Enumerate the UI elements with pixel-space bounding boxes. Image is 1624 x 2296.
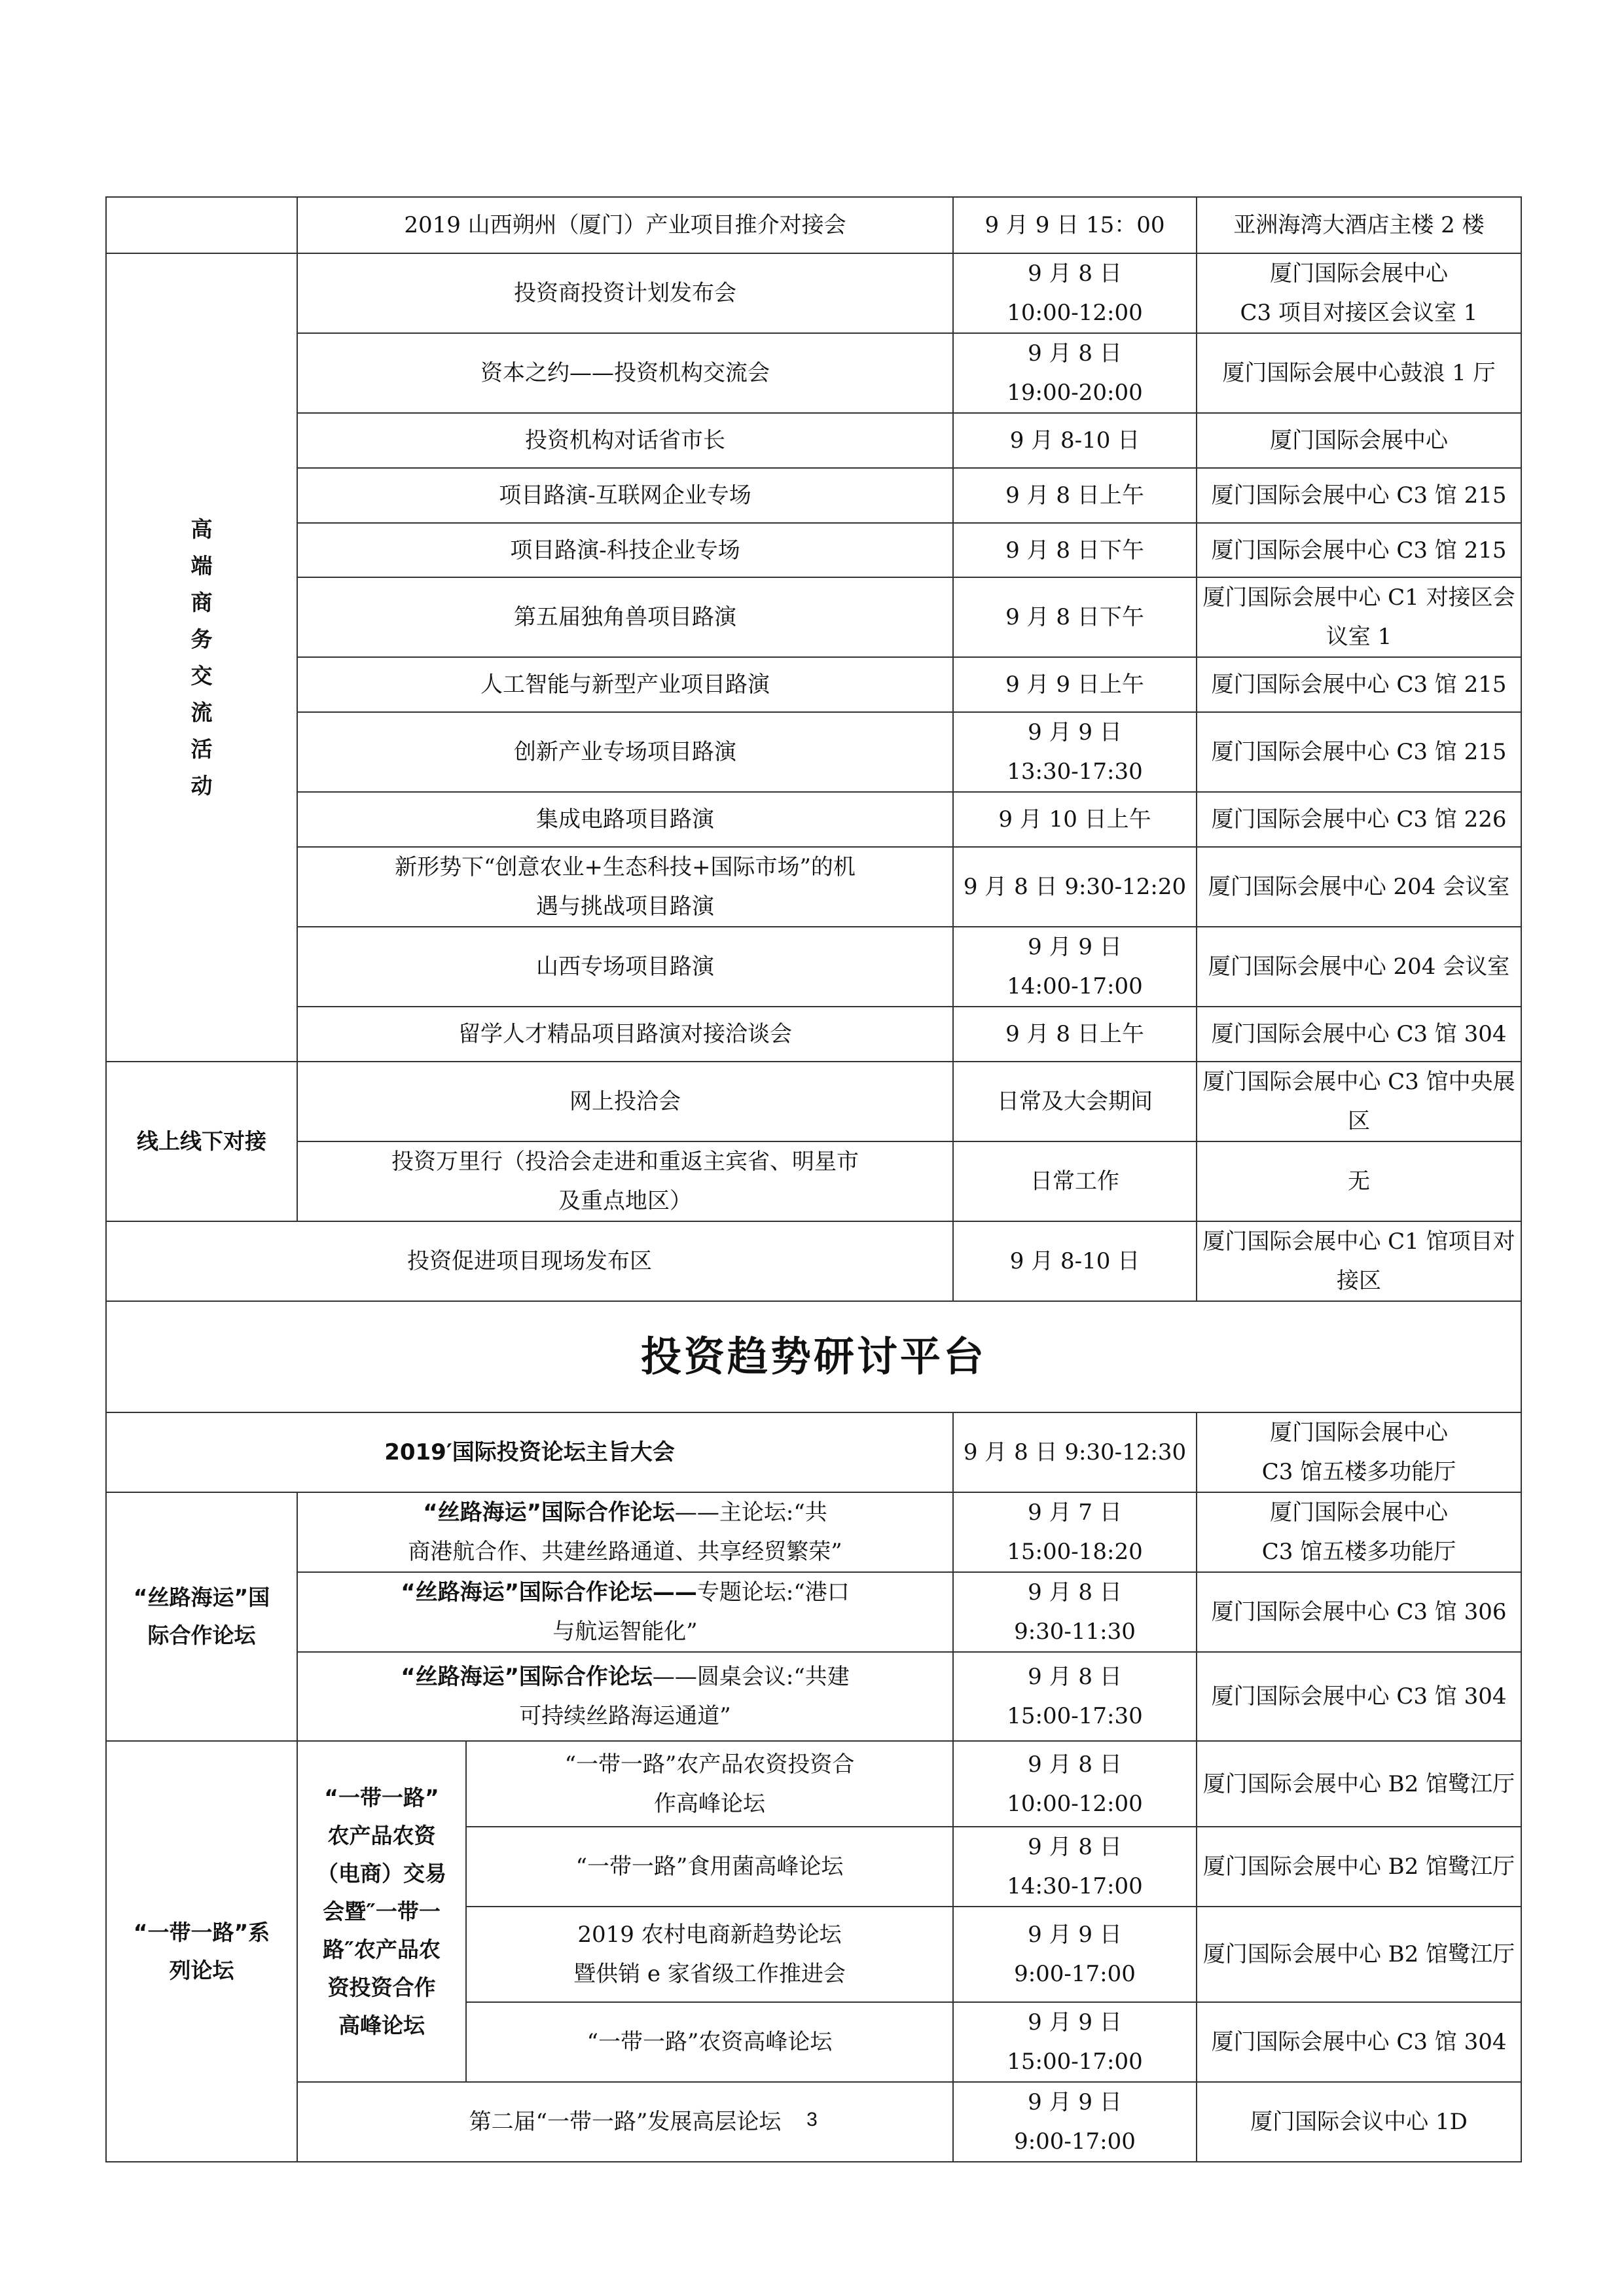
event-time: 9 月 8 日上午 [953,1007,1197,1062]
event-name: 网上投洽会 [297,1062,953,1141]
event-time: 9 月 9 日 13:30-17:30 [953,712,1197,792]
table-row [106,1492,1521,1572]
table-row [106,712,1521,792]
category-cell-empty [106,197,297,253]
event-time: 9 月 8 日 10:00-12:00 [953,1741,1197,1827]
event-venue: 厦门国际会展中心 C3 馆五楼多功能厅 [1197,1412,1521,1492]
event-time: 9 月 8 日下午 [953,577,1197,657]
event-time: 9 月 9 日 15：00 [953,197,1197,253]
event-name: 山西专场项目路演 [297,927,953,1007]
category-cell-yidai: “一带一路”系 列论坛 [106,1741,297,2162]
event-time: 9 月 8 日下午 [953,523,1197,577]
event-venue: 厦门国际会展中心 [1197,413,1521,468]
event-time: 9 月 9 日 9:00-17:00 [953,2082,1197,2162]
event-venue: 厦门国际会展中心 C3 馆 215 [1197,523,1521,577]
event-time: 日常工作 [953,1141,1197,1221]
event-venue: 厦门国际会展中心 C3 馆 215 [1197,468,1521,523]
event-time: 日常及大会期间 [953,1062,1197,1141]
event-time: 9 月 10 日上午 [953,792,1197,847]
table-row [106,253,1521,333]
event-name: 第五届独角兽项目路演 [297,577,953,657]
event-name: 投资促进项目现场发布区 [106,1221,953,1301]
subcategory-cell-yidai: “一带一路” 农产品农资 （电商）交易 会暨″一带一 路″农产品农 资投资合作 高峰论坛 [297,1741,466,2082]
event-name: “一带一路”农资高峰论坛 [466,2002,953,2082]
event-time: 9 月 9 日 15:00-17:00 [953,2002,1197,2082]
event-name: 2019 农村电商新趋势论坛 暨供销 e 家省级工作推进会 [466,1907,953,2002]
table-row [106,1007,1521,1062]
event-name: 投资商投资计划发布会 [297,253,953,333]
event-time: 9 月 9 日上午 [953,657,1197,712]
event-venue: 厦门国际会展中心 B2 馆鹭江厅 [1197,1827,1521,1907]
event-time: 9 月 9 日 9:00-17:00 [953,1907,1197,2002]
table-row [106,413,1521,468]
event-name: 投资机构对话省市长 [297,413,953,468]
event-name: 集成电路项目路演 [297,792,953,847]
event-venue: 亚洲海湾大酒店主楼 2 楼 [1197,197,1521,253]
event-name: 人工智能与新型产业项目路演 [297,657,953,712]
table-row [106,197,1521,253]
table-row [106,1572,1521,1652]
event-name: 2019′国际投资论坛主旨大会 [106,1412,953,1492]
event-name: “一带一路”农产品农资投资合 作高峰论坛 [466,1741,953,1827]
table-row [106,523,1521,577]
event-time: 9 月 8 日 19:00-20:00 [953,333,1197,413]
event-venue: 厦门国际会展中心 C3 项目对接区会议室 1 [1197,253,1521,333]
table-row [106,927,1521,1007]
event-name: 资本之约——投资机构交流会 [297,333,953,413]
section-row [106,1301,1521,1412]
event-time: 9 月 8 日 9:30-12:30 [953,1412,1197,1492]
event-venue: 厦门国际会展中心 C3 馆五楼多功能厅 [1197,1492,1521,1572]
category-label: 高端商务交流活动 [190,516,213,798]
table-row [106,657,1521,712]
event-venue: 厦门国际会展中心 C3 馆 304 [1197,1007,1521,1062]
event-venue: 厦门国际会展中心 C3 馆中央展区 [1197,1062,1521,1141]
event-time: 9 月 7 日 15:00-18:20 [953,1492,1197,1572]
table-row [106,1221,1521,1301]
event-venue: 厦门国际会展中心 B2 馆鹭江厅 [1197,1741,1521,1827]
table-row [106,468,1521,523]
page-number: 3 [806,2109,818,2130]
event-time: 9 月 9 日 14:00-17:00 [953,927,1197,1007]
event-name-bold: “丝路海运”国际合作论坛 [423,1499,675,1526]
event-venue: 厦门国际会展中心 C3 馆 304 [1197,2002,1521,2082]
event-venue: 厦门国际会展中心 C3 馆 215 [1197,657,1521,712]
event-name: 投资万里行（投洽会走进和重返主宾省、明星市 及重点地区） [297,1141,953,1221]
category-cell-xianshang: 线上线下对接 [106,1062,297,1221]
event-name: 创新产业专场项目路演 [297,712,953,792]
table-row [106,1652,1521,1741]
event-venue: 厦门国际会展中心 C3 馆 304 [1197,1652,1521,1741]
event-name: 留学人才精品项目路演对接洽谈会 [297,1007,953,1062]
event-name [297,1492,953,1572]
event-name: 第二届“一带一路”发展高层论坛 [297,2082,953,2162]
table-row [106,1412,1521,1492]
event-venue: 厦门国际会展中心 C3 馆 215 [1197,712,1521,792]
event-venue: 厦门国际会议中心 1D [1197,2082,1521,2162]
section-title: 投资趋势研讨平台 [106,1301,1521,1412]
event-venue: 厦门国际会展中心 C3 馆 306 [1197,1572,1521,1652]
event-venue: 厦门国际会展中心鼓浪 1 厅 [1197,333,1521,413]
table-row [106,847,1521,927]
event-venue: 无 [1197,1141,1521,1221]
event-venue: 厦门国际会展中心 C1 对接区会议室 1 [1197,577,1521,657]
category-cell-silu: “丝路海运”国 际合作论坛 [106,1492,297,1741]
event-name [297,1652,953,1741]
event-time: 9 月 8 日 9:30-11:30 [953,1572,1197,1652]
event-name-rest: 专题论坛:“港口 与航运智能化” [552,1579,850,1645]
event-name-rest: ——圆桌会议:“共建 可持续丝路海运通道” [519,1664,850,1729]
event-name: “一带一路”食用菌高峰论坛 [466,1827,953,1907]
table-row [106,1741,1521,1827]
event-time: 9 月 8 日 14:30-17:00 [953,1827,1197,1907]
event-time: 9 月 8 日 9:30-12:20 [953,847,1197,927]
schedule-table [105,196,1522,2162]
table-row [106,577,1521,657]
category-cell-gaoduan [106,253,297,1062]
event-venue: 厦门国际会展中心 C3 馆 226 [1197,792,1521,847]
event-time: 9 月 8-10 日 [953,413,1197,468]
table-row [106,333,1521,413]
event-venue: 厦门国际会展中心 204 会议室 [1197,847,1521,927]
event-name: 项目路演-互联网企业专场 [297,468,953,523]
table-row [106,1062,1521,1141]
event-venue: 厦门国际会展中心 B2 馆鹭江厅 [1197,1907,1521,2002]
event-time: 9 月 8-10 日 [953,1221,1197,1301]
event-time: 9 月 8 日 15:00-17:30 [953,1652,1197,1741]
event-name: 项目路演-科技企业专场 [297,523,953,577]
event-time: 9 月 8 日上午 [953,468,1197,523]
event-name: 2019 山西朔州（厦门）产业项目推介对接会 [297,197,953,253]
event-name-bold: “丝路海运”国际合作论坛—— [401,1579,697,1605]
event-venue: 厦门国际会展中心 C1 馆项目对接区 [1197,1221,1521,1301]
event-name: 新形势下“创意农业+生态科技+国际市场”的机 遇与挑战项目路演 [297,847,953,927]
event-name-bold: “丝路海运”国际合作论坛 [401,1664,653,1690]
table-row [106,1141,1521,1221]
event-name-rest: ——主论坛:“共 商港航合作、共建丝路通道、共享经贸繁荣” [408,1499,842,1565]
event-name [297,1572,953,1652]
event-venue: 厦门国际会展中心 204 会议室 [1197,927,1521,1007]
event-time: 9 月 8 日 10:00-12:00 [953,253,1197,333]
table-row [106,792,1521,847]
